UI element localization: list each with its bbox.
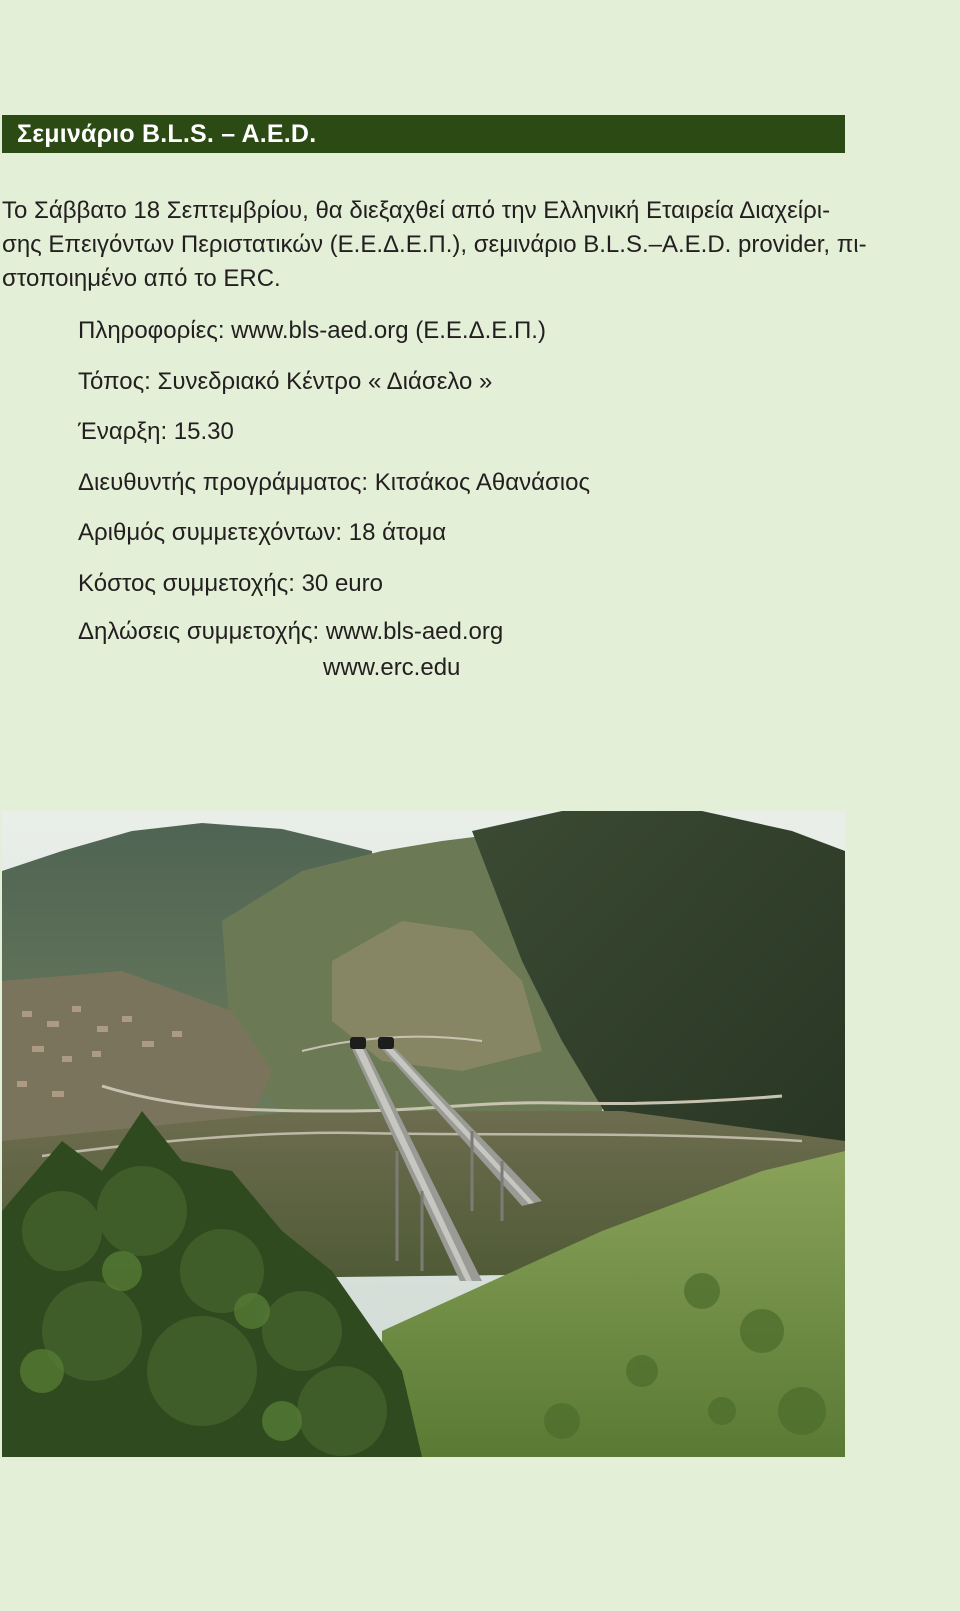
bridge-landscape-photo — [2, 811, 845, 1457]
detail-participants: Αριθμός συμμετεχόντων: 18 άτομα — [78, 519, 447, 546]
detail-venue: Τόπος: Συνεδριακό Κέντρο « Διάσελο » — [78, 367, 493, 395]
section-heading: Σεμινάριο B.L.S. – A.E.D. — [17, 119, 317, 148]
section-heading-bar — [2, 115, 845, 153]
registration-url-erc: www.erc.edu — [323, 654, 461, 681]
detail-program-director: Διευθυντής προγράμματος: Κιτσάκος Αθανάσιος — [78, 468, 591, 496]
intro-paragraph — [2, 194, 867, 296]
registration-block — [78, 614, 504, 681]
event-details-list — [78, 313, 590, 616]
detail-start-time: Έναρξη: 15.30 — [78, 418, 234, 445]
intro-line: στοποιημένο από το ERC. — [2, 265, 281, 292]
registration-line: Δηλώσεις συμμετοχής: www.bls-aed.org — [78, 618, 504, 645]
intro-line: σης Επειγόντων Περιστατικών (Ε.Ε.Δ.Ε.Π.), σεμινάριο B.L.S.–A.E.D. provider, πι- — [2, 231, 867, 258]
detail-info: Πληροφορίες: www.bls-aed.org (Ε.Ε.Δ.Ε.Π.) — [78, 317, 546, 344]
detail-cost: Κόστος συμμετοχής: 30 euro — [78, 569, 383, 597]
intro-line: Το Σάββατο 18 Σεπτεμβρίου, θα διεξαχθεί από την Ελληνική Εταιρεία Διαχείρι- — [2, 197, 831, 224]
